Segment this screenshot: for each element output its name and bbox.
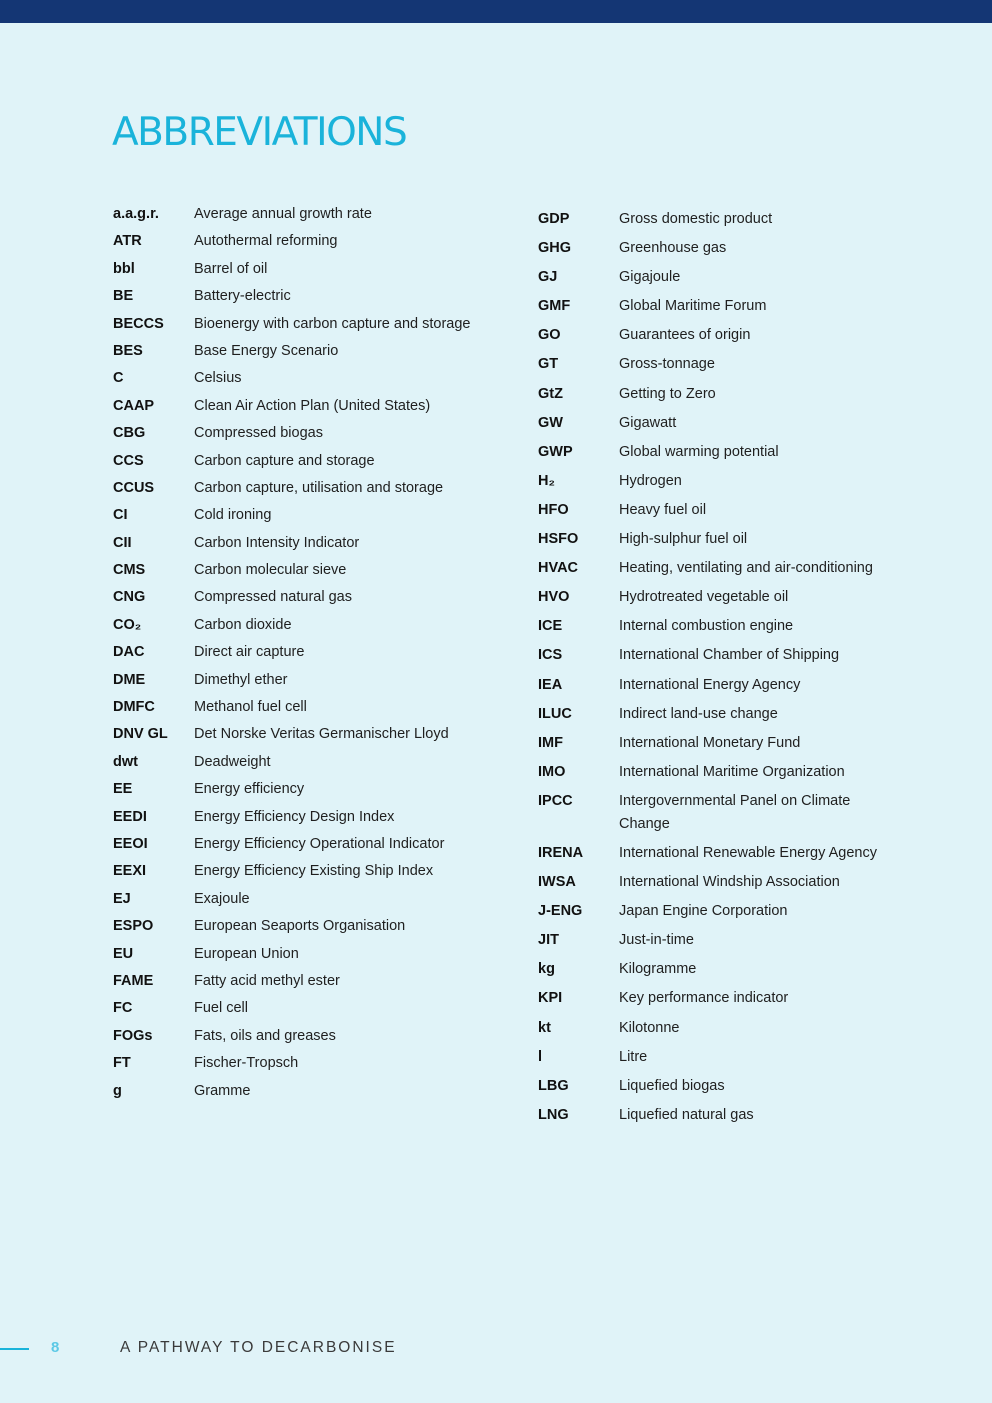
abbreviation-definition: Hydrotreated vegetable oil [619,589,789,606]
abbreviation-definition: International Monetary Fund [619,734,801,751]
abbreviation-row [538,929,908,952]
abbreviation-code: CCS [113,452,144,469]
abbreviation-definition: Kilotonne [619,1019,680,1036]
abbreviations-list-right [538,208,908,1133]
abbreviation-definition: International Energy Agency [619,676,801,693]
abbreviation-row [538,987,908,1010]
abbreviation-definition: Det Norske Veritas Germanischer Lloyd [194,726,449,743]
abbreviation-row [538,528,908,551]
abbreviation-code: CNG [113,589,146,606]
page-title: ABBREVIATIONS [112,110,407,155]
abbreviation-definition: High-sulphur fuel oil [619,531,748,548]
abbreviation-code: GO [538,327,561,344]
abbreviation-code: EEXI [113,863,147,880]
abbreviation-definition: Fats, oils and greases [194,1027,336,1044]
abbreviation-definition: Clean Air Action Plan (United States) [194,397,431,414]
abbreviation-definition: Liquefied biogas [619,1077,725,1094]
abbreviation-row [538,674,908,697]
abbreviation-row [538,586,908,609]
abbreviation-definition: Gross domestic product [619,211,773,227]
page-number: 8 [51,1339,60,1356]
abbreviations-list-left [113,204,483,1108]
abbreviation-definition: Greenhouse gas [619,240,727,257]
abbreviation-code: g [113,1082,122,1099]
abbreviation-code: IWSA [538,874,576,891]
abbreviation-code: GT [538,356,559,373]
abbreviation-row [113,971,483,992]
abbreviation-definition: Base Energy Scenario [194,342,339,359]
abbreviation-code: CI [113,507,128,524]
abbreviation-definition: Battery-electric [194,288,291,305]
abbreviation-row [538,1104,908,1127]
abbreviation-code: IEA [538,676,563,693]
abbreviation-code: EE [113,781,133,798]
abbreviation-code: DAC [113,644,145,661]
abbreviation-definition: Deadweight [194,753,271,770]
abbreviation-definition: Fatty acid methyl ester [194,972,340,989]
abbreviation-row [538,703,908,726]
abbreviation-row [113,478,483,499]
abbreviation-code: GHG [538,240,572,257]
abbreviation-definition: Compressed biogas [194,425,323,442]
abbreviation-code: CO₂ [113,616,142,633]
abbreviation-code: ATR [113,233,142,250]
abbreviation-code: ESPO [113,918,154,935]
abbreviation-definition: Key performance indicator [619,990,789,1007]
abbreviation-code: GJ [538,269,558,286]
abbreviation-row [113,944,483,965]
abbreviation-row [538,790,908,836]
abbreviation-definition: Hydrogen [619,472,682,489]
abbreviation-code: GMF [538,298,571,315]
abbreviation-code: IPCC [538,792,573,809]
abbreviation-code: IMF [538,734,563,751]
abbreviation-row [113,670,483,691]
abbreviation-row [113,259,483,280]
abbreviation-row [538,499,908,522]
abbreviation-row [538,324,908,347]
abbreviation-code: LNG [538,1106,569,1123]
abbreviation-definition: Carbon capture and storage [194,452,375,469]
abbreviation-code: EJ [113,890,131,907]
abbreviation-row [113,642,483,663]
abbreviation-code: BECCS [113,315,164,332]
abbreviation-code: GWP [538,443,573,460]
abbreviation-definition: Compressed natural gas [194,589,352,606]
abbreviation-row [538,900,908,923]
abbreviation-definition: European Seaports Organisation [194,918,406,935]
abbreviation-definition: Getting to Zero [619,385,716,402]
abbreviation-code: EEOI [113,835,148,852]
abbreviation-row [113,1053,483,1074]
abbreviation-row [538,761,908,784]
abbreviation-row [538,1017,908,1040]
abbreviation-row [113,560,483,581]
abbreviation-definition: International Renewable Energy Agency [619,844,877,861]
abbreviation-code: DNV GL [113,726,168,743]
abbreviation-code: FC [113,1000,133,1017]
abbreviation-code: H₂ [538,472,555,489]
abbreviation-row [113,1081,483,1102]
abbreviation-code: DME [113,671,146,688]
abbreviation-row [538,871,908,894]
footer-title: A PATHWAY TO DECARBONISE [120,1339,397,1356]
abbreviation-row [113,998,483,1019]
abbreviation-code: JIT [538,932,559,949]
abbreviation-code: J-ENG [538,903,583,920]
abbreviation-row [113,505,483,526]
abbreviation-row [113,231,483,252]
abbreviation-definition: Liquefied natural gas [619,1106,754,1123]
abbreviation-row [538,208,908,231]
abbreviation-definition: Carbon Intensity Indicator [194,534,360,551]
abbreviation-code: DMFC [113,699,155,716]
abbreviation-definition: Dimethyl ether [194,671,288,688]
abbreviation-code: KPI [538,990,563,1007]
abbreviation-definition: Direct air capture [194,644,305,661]
abbreviation-row [538,557,908,580]
abbreviation-code: kg [538,961,555,978]
abbreviation-code: IRENA [538,844,584,861]
abbreviation-row [113,724,483,745]
abbreviation-row [113,368,483,389]
abbreviation-definition: Fischer-Tropsch [194,1055,299,1072]
abbreviation-code: HVAC [538,560,579,577]
abbreviation-row [113,697,483,718]
abbreviation-row [113,533,483,554]
abbreviation-code: CAAP [113,397,155,414]
abbreviation-row [113,314,483,335]
abbreviation-code: EEDI [113,808,147,825]
abbreviation-code: dwt [113,753,138,770]
abbreviation-definition: Methanol fuel cell [194,699,307,716]
abbreviation-row [113,1026,483,1047]
abbreviation-definition: Average annual growth rate [194,206,372,222]
abbreviation-code: FOGs [113,1027,153,1044]
abbreviation-code: BE [113,288,134,305]
abbreviation-row [113,341,483,362]
abbreviation-definition: Bioenergy with carbon capture and storage [194,315,471,332]
abbreviation-row [113,451,483,472]
abbreviation-definition: Gigajoule [619,269,681,286]
abbreviation-definition: Carbon dioxide [194,616,292,633]
abbreviation-definition: Just-in-time [619,932,694,949]
abbreviation-row [538,470,908,493]
abbreviation-definition: International Windship Association [619,874,840,891]
abbreviation-code: kt [538,1019,551,1036]
abbreviation-code: CII [113,534,132,551]
abbreviation-row [113,615,483,636]
abbreviation-definition: Fuel cell [194,1000,248,1017]
abbreviation-code: HSFO [538,531,579,548]
abbreviation-definition: Carbon molecular sieve [194,562,347,579]
abbreviation-row [538,353,908,376]
abbreviation-definition: Carbon capture, utilisation and storage [194,479,444,496]
abbreviation-code: GtZ [538,385,563,402]
abbreviation-row [538,732,908,755]
abbreviation-definition: Heating, ventilating and air-conditioning [619,560,873,577]
abbreviation-code: HVO [538,589,570,606]
abbreviation-code: CBG [113,425,146,442]
abbreviation-code: FT [113,1055,131,1072]
abbreviation-row [113,807,483,828]
abbreviation-definition: Cold ironing [194,507,272,524]
abbreviation-definition: Intergovernmental Panel on Climate Change [619,792,851,832]
abbreviation-definition: European Union [194,945,299,962]
header-bar [0,0,992,23]
abbreviation-code: ICE [538,618,563,635]
abbreviation-row [538,266,908,289]
abbreviation-definition: Energy Efficiency Operational Indicator [194,835,445,852]
abbreviation-definition: Gramme [194,1082,251,1099]
abbreviation-code: IMO [538,763,566,780]
abbreviation-row [538,441,908,464]
abbreviation-definition: Indirect land-use change [619,705,778,722]
abbreviation-row [113,861,483,882]
abbreviation-code: FAME [113,972,154,989]
abbreviation-definition: Energy Efficiency Existing Ship Index [194,863,434,880]
abbreviation-code: HFO [538,501,569,518]
abbreviation-definition: Autothermal reforming [194,233,338,250]
abbreviation-row [538,295,908,318]
abbreviation-definition: Gigawatt [619,414,677,431]
abbreviation-row [538,842,908,865]
abbreviation-code: a.a.g.r. [113,206,159,222]
abbreviation-definition: Kilogramme [619,961,697,978]
abbreviation-row [113,889,483,910]
abbreviation-row [538,1046,908,1069]
abbreviation-code: BES [113,342,143,359]
abbreviation-row [113,286,483,307]
abbreviation-code: l [538,1048,543,1065]
abbreviation-row [538,383,908,406]
abbreviation-code: ILUC [538,705,572,722]
abbreviation-row [113,423,483,444]
abbreviation-definition: Litre [619,1048,648,1065]
abbreviation-code: ICS [538,647,563,664]
abbreviation-row [113,396,483,417]
abbreviation-definition: Celsius [194,370,242,387]
abbreviation-code: bbl [113,260,135,277]
abbreviation-definition: Barrel of oil [194,260,268,277]
abbreviation-row [113,834,483,855]
abbreviation-definition: Guarantees of origin [619,327,751,344]
abbreviation-definition: Exajoule [194,890,250,907]
abbreviation-definition: International Chamber of Shipping [619,647,840,664]
abbreviation-row [113,587,483,608]
abbreviation-definition: Heavy fuel oil [619,501,707,518]
abbreviation-row [538,237,908,260]
abbreviation-definition: Energy efficiency [194,781,305,798]
abbreviation-definition: Global Maritime Forum [619,298,767,315]
abbreviation-code: GW [538,414,563,431]
abbreviation-row [113,779,483,800]
abbreviation-code: EU [113,945,134,962]
abbreviation-definition: Japan Engine Corporation [619,903,788,920]
abbreviation-row [538,958,908,981]
abbreviation-definition: International Maritime Organization [619,763,845,780]
abbreviation-definition: Global warming potential [619,443,779,460]
abbreviation-code: LBG [538,1077,569,1094]
abbreviation-definition: Gross-tonnage [619,356,715,373]
abbreviation-code: GDP [538,211,570,227]
abbreviation-code: CCUS [113,479,155,496]
abbreviation-row [113,916,483,937]
abbreviation-definition: Energy Efficiency Design Index [194,808,395,825]
abbreviation-row [113,204,483,225]
abbreviation-row [538,1075,908,1098]
footer-accent-line [0,1348,29,1350]
abbreviation-row [113,752,483,773]
abbreviation-code: C [113,370,124,387]
abbreviation-row [538,412,908,435]
abbreviation-row [538,644,908,667]
abbreviation-definition: Internal combustion engine [619,618,794,635]
abbreviation-code: CMS [113,562,146,579]
abbreviation-row [538,615,908,638]
